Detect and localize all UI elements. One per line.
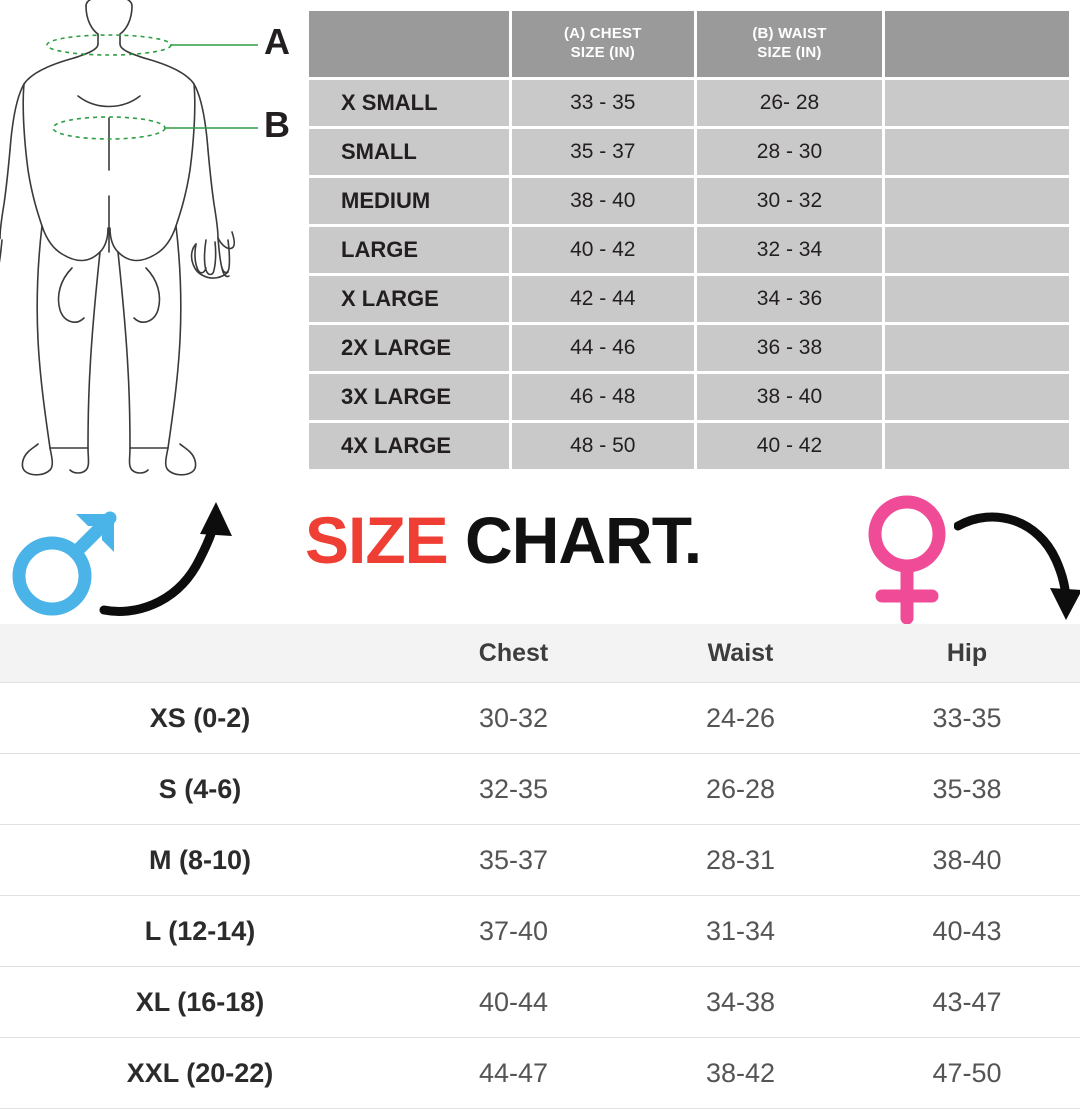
table-row <box>0 967 1080 1038</box>
table-row <box>309 129 1069 175</box>
header-waist: Waist <box>627 624 854 683</box>
cell-chest: 37-40 <box>400 896 627 967</box>
cell-size: S (4-6) <box>0 754 400 825</box>
table-row <box>0 825 1080 896</box>
header-waist-line1: (B) WAIST <box>752 25 827 43</box>
human-body-outline-icon <box>0 0 300 490</box>
cell-extra <box>885 325 1069 371</box>
cell-hip: 43-47 <box>854 967 1080 1038</box>
body-measurement-diagram <box>0 0 300 490</box>
cell-chest: 44-47 <box>400 1038 627 1109</box>
cell-waist: 38 - 40 <box>697 374 883 420</box>
cell-chest: 30-32 <box>400 683 627 754</box>
title-word-size: SIZE <box>305 503 448 577</box>
cell-hip: 33-35 <box>854 683 1080 754</box>
header-chest-line2: SIZE (IN) <box>570 44 635 61</box>
table-row <box>309 374 1069 420</box>
cell-size: M (8-10) <box>0 825 400 896</box>
cell-chest: 42 - 44 <box>512 276 694 322</box>
table-row <box>309 80 1069 126</box>
header-extra-blank <box>885 11 1069 77</box>
header-waist <box>697 11 883 77</box>
cell-extra <box>885 227 1069 273</box>
header-waist-line2: SIZE (IN) <box>757 44 822 61</box>
cell-size: XXL (20-22) <box>0 1038 400 1109</box>
cell-waist: 26- 28 <box>697 80 883 126</box>
cell-waist: 34 - 36 <box>697 276 883 322</box>
cell-waist: 28-31 <box>627 825 854 896</box>
table-row <box>0 896 1080 967</box>
womens-size-table <box>0 624 1080 1109</box>
cell-hip: 38-40 <box>854 825 1080 896</box>
cell-waist: 36 - 38 <box>697 325 883 371</box>
cell-chest: 44 - 46 <box>512 325 694 371</box>
cell-waist: 38-42 <box>627 1038 854 1109</box>
table-header-row <box>309 11 1069 77</box>
cell-extra <box>885 276 1069 322</box>
cell-extra <box>885 129 1069 175</box>
female-gender-symbol-icon <box>852 494 962 624</box>
cell-extra <box>885 374 1069 420</box>
page-title <box>305 502 701 578</box>
cell-waist: 28 - 30 <box>697 129 883 175</box>
cell-size: XL (16-18) <box>0 967 400 1038</box>
cell-waist: 31-34 <box>627 896 854 967</box>
cell-extra <box>885 178 1069 224</box>
cell-waist: 34-38 <box>627 967 854 1038</box>
table-row <box>0 754 1080 825</box>
header-chest-line1: (A) CHEST <box>563 25 642 43</box>
arrow-down-right-icon <box>954 500 1080 630</box>
cell-chest: 40-44 <box>400 967 627 1038</box>
title-word-chart: CHART. <box>465 503 702 577</box>
cell-chest: 32-35 <box>400 754 627 825</box>
cell-size: 2X LARGE <box>309 325 509 371</box>
cell-hip: 40-43 <box>854 896 1080 967</box>
table-row <box>309 423 1069 469</box>
cell-size: X SMALL <box>309 80 509 126</box>
header-chest: Chest <box>400 624 627 683</box>
table-row <box>309 276 1069 322</box>
table-row <box>309 178 1069 224</box>
cell-chest: 33 - 35 <box>512 80 694 126</box>
cell-size: SMALL <box>309 129 509 175</box>
cell-hip: 35-38 <box>854 754 1080 825</box>
cell-extra <box>885 423 1069 469</box>
cell-waist: 32 - 34 <box>697 227 883 273</box>
cell-size: MEDIUM <box>309 178 509 224</box>
cell-waist: 30 - 32 <box>697 178 883 224</box>
arrow-up-left-icon <box>96 492 256 622</box>
cell-size: XS (0-2) <box>0 683 400 754</box>
cell-extra <box>885 80 1069 126</box>
table-row <box>0 1038 1080 1109</box>
cell-chest: 46 - 48 <box>512 374 694 420</box>
cell-waist: 40 - 42 <box>697 423 883 469</box>
mens-size-section <box>0 0 1080 490</box>
mens-size-table <box>306 8 1072 472</box>
cell-size: 3X LARGE <box>309 374 509 420</box>
cell-chest: 35 - 37 <box>512 129 694 175</box>
cell-chest: 48 - 50 <box>512 423 694 469</box>
cell-size: 4X LARGE <box>309 423 509 469</box>
cell-chest: 40 - 42 <box>512 227 694 273</box>
header-size-blank <box>309 11 509 77</box>
cell-waist: 26-28 <box>627 754 854 825</box>
cell-size: LARGE <box>309 227 509 273</box>
cell-chest: 38 - 40 <box>512 178 694 224</box>
table-row <box>309 325 1069 371</box>
table-row <box>309 227 1069 273</box>
header-chest <box>512 11 694 77</box>
table-header-row <box>0 624 1080 683</box>
cell-hip: 47-50 <box>854 1038 1080 1109</box>
header-size-blank <box>0 624 400 683</box>
chest-measure-ellipse <box>47 35 171 55</box>
title-banner <box>0 486 1080 626</box>
cell-waist: 24-26 <box>627 683 854 754</box>
marker-label-a: A <box>264 21 290 62</box>
table-row <box>0 683 1080 754</box>
cell-size: X LARGE <box>309 276 509 322</box>
cell-size: L (12-14) <box>0 896 400 967</box>
marker-label-b: B <box>264 104 290 145</box>
header-hip: Hip <box>854 624 1080 683</box>
cell-chest: 35-37 <box>400 825 627 896</box>
